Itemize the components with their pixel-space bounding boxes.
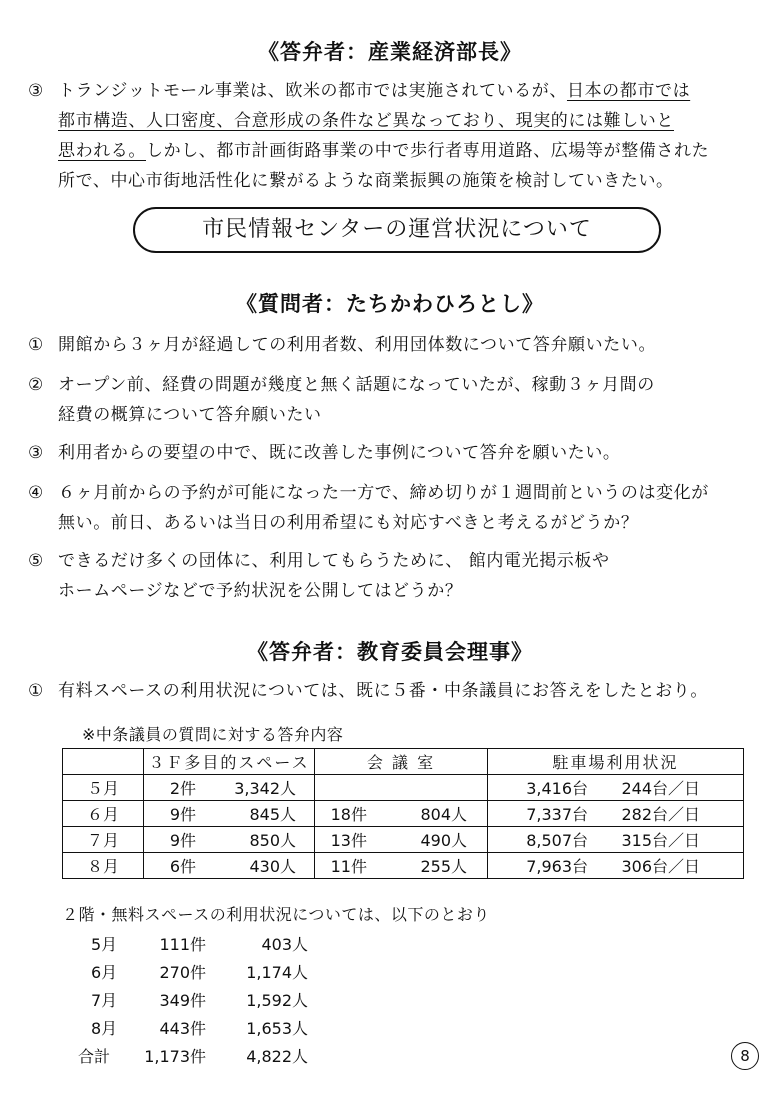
- question-line: 開館から３ヶ月が経過しての利用者数、利用団体数について答弁願いたい。: [58, 335, 657, 355]
- answer-item-3: [28, 76, 758, 196]
- month-cell: ５月: [63, 775, 144, 801]
- room-cell: 11件 255人: [315, 853, 488, 879]
- parking-cell: 7,337台 282台／日: [488, 801, 744, 827]
- usage-table: [62, 748, 744, 879]
- question-5: [28, 546, 758, 606]
- table-header-row: [63, 749, 744, 775]
- month-cell: ６月: [63, 801, 144, 827]
- month-cell: ８月: [63, 853, 144, 879]
- topic-title: 市民情報センターの運営状況について: [133, 207, 661, 253]
- table-row: [63, 801, 744, 827]
- question-line: 経費の概算について答弁願いたい: [58, 405, 322, 425]
- item-number: ④: [28, 483, 44, 503]
- parking-cell: 8,507台 315台／日: [488, 827, 744, 853]
- parking-cell: 3,416台 244台／日: [488, 775, 744, 801]
- question-line: ６ヶ月前からの予約が可能になった一方で、締め切りが１週間前というのは変化が: [58, 483, 709, 503]
- header-room: 会 議 室: [315, 749, 488, 775]
- table-row: [63, 827, 744, 853]
- header-month: [63, 749, 144, 775]
- space-cell: 6件 430人: [144, 853, 315, 879]
- space-cell: 9件 845人: [144, 801, 315, 827]
- table-note: ※中条議員の質問に対する答弁内容: [82, 725, 344, 744]
- question-4: [28, 478, 768, 538]
- answerer-heading-economy: 《答弁者：産業経済部長》: [258, 40, 522, 64]
- space-cell: 9件 850人: [144, 827, 315, 853]
- answer-line: 有料スペースの利用状況については、既に５番・中条議員にお答えをしたとおり。: [58, 681, 709, 701]
- table-row: [63, 775, 744, 801]
- question-3: [28, 438, 758, 468]
- room-cell: 18件 804人: [315, 801, 488, 827]
- item-number: ②: [28, 375, 44, 395]
- header-space: ３Ｆ多目的スペース: [144, 749, 315, 775]
- question-line: 利用者からの要望の中で、既に改善した事例について答弁を願いたい。: [58, 443, 621, 463]
- item-number: ⑤: [28, 551, 44, 571]
- answer-line-3: 思われる。しかし、都市計画街路事業の中で歩行者専用道路、広場等が整備された: [58, 141, 710, 161]
- answer-line-1: トランジットモール事業は、欧米の都市では実施されているが、日本の都市では: [58, 81, 691, 101]
- table-row: [63, 853, 744, 879]
- month-cell: ７月: [63, 827, 144, 853]
- answer-line-2: 都市構造、人口密度、合意形成の条件など異なっており、現実的には難しいと: [58, 111, 674, 131]
- question-line: オープン前、経費の問題が幾度と無く話題になっていたが、稼動３ヶ月間の: [58, 375, 655, 395]
- free-space-title: ２階・無料スペースの利用状況については、以下のとおり: [62, 905, 490, 924]
- item-number: ③: [28, 81, 44, 101]
- header-parking: 駐車場利用状況: [488, 749, 744, 775]
- item-number: ①: [28, 681, 44, 701]
- question-2: [28, 370, 758, 430]
- question-1: [28, 330, 758, 360]
- parking-cell: 7,963台 306台／日: [488, 853, 744, 879]
- room-cell: 13件 490人: [315, 827, 488, 853]
- answerer-heading-education: 《答弁者：教育委員会理事》: [247, 640, 533, 664]
- question-line: 無い。前日、あるいは当日の利用希望にも対応すべきと考えるがどうか？: [58, 513, 639, 533]
- room-cell: [315, 775, 488, 801]
- questioner-heading: 《質問者：たちかわひろとし》: [236, 292, 544, 316]
- question-line: できるだけ多くの団体に、利用してもらうために、 館内電光掲示板や: [58, 551, 610, 571]
- answer-item-1: [28, 676, 768, 706]
- answer-line-4: 所で、中心市街地活性化に繋がるような商業振興の施策を検討していきたい。: [58, 171, 674, 191]
- space-cell: 2件 3,342人: [144, 775, 315, 801]
- item-number: ③: [28, 443, 44, 463]
- page-number: 8: [731, 1042, 759, 1070]
- item-number: ①: [28, 335, 44, 355]
- question-line: ホームページなどで予約状況を公開してはどうか？: [58, 581, 463, 601]
